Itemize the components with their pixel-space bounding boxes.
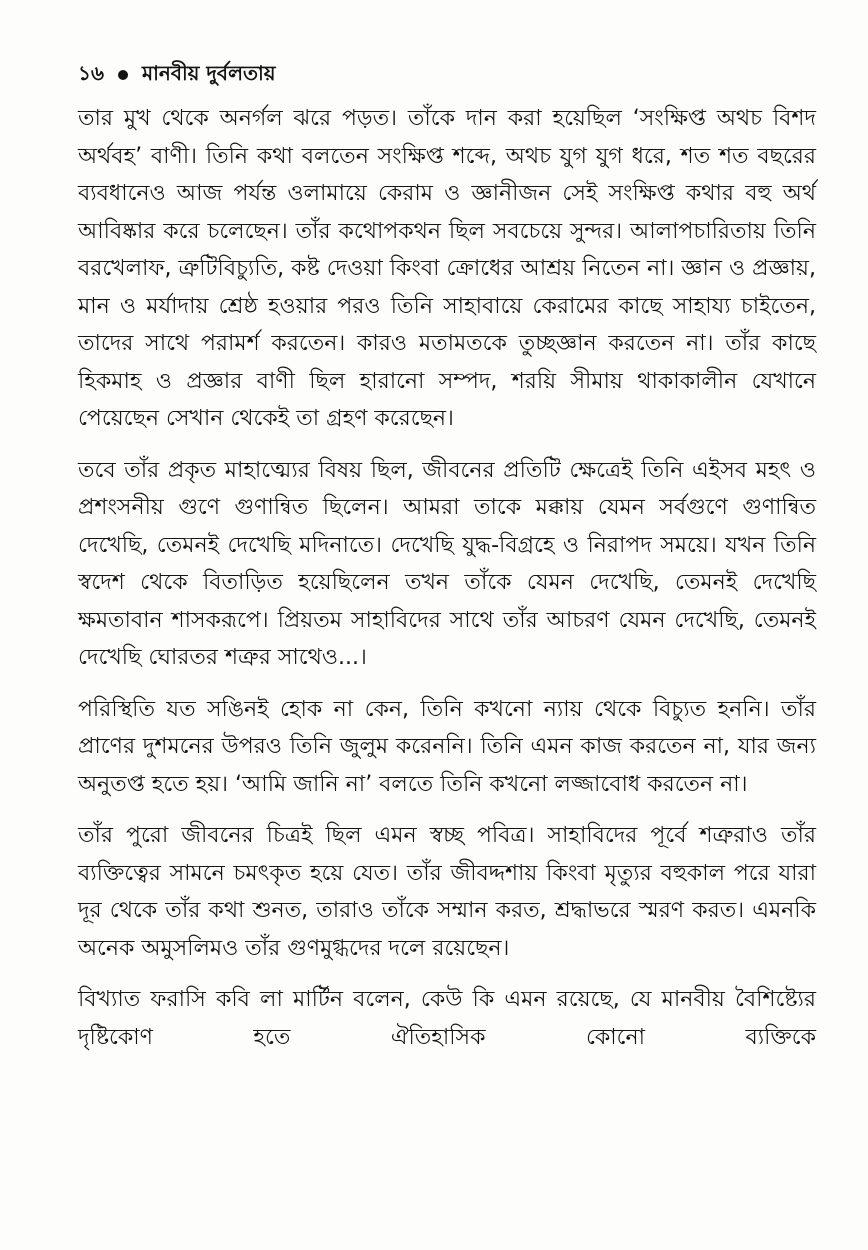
paragraph-1: তার মুখ থেকে অনর্গল ঝরে পড়ত। তাঁকে দান করা হয়েছিল ‘সংক্ষিপ্ত অথচ বিশদ অর্থবহ’ বাণী। তিনি কথা বলতেন সংক্ষিপ্ত শব্দে, অথচ যুগ যুগ ধরে, শত শত বছরের ব্যবধানেও আজ পর্যন্ত ওলামায়ে কেরাম ও জ্ঞানীজন সেই সংক্ষিপ্ত কথার বহু অর্থ আবিষ্কার করে চলেছেন। তাঁর কথোপকথন ছিল সবচেয়ে সুন্দর। আলাপচারিতায় তিনি বরখেলাফ, ত্রুটিবিচ্যুতি, কষ্ট দেওয়া কিংবা ক্রোধের আশ্রয় নিতেন না। জ্ঞান ও প্রজ্ঞায়, মান ও মর্যাদায় শ্রেষ্ঠ হওয়ার পরও তিনি সাহাবায়ে কেরামের কাছে সাহায্য চাইতেন, তাদের সাথে পরামর্শ করতেন। কারও মতামতকে তুচ্ছজ্ঞান করতেন না। তাঁর কাছে হিকমাহ ও প্রজ্ঞার বাণী ছিল হারানো সম্পদ, শরয়ি সীমায় থাকাকালীন যেখানে পেয়েছেন সেখান থেকেই তা গ্রহণ করেছেন। (78, 106, 816, 431)
body-text (78, 100, 816, 1056)
running-header (78, 58, 816, 92)
bullet-dot-icon (118, 70, 128, 80)
paragraph-5: বিখ্যাত ফরাসি কবি লা মার্টিন বলেন, কেউ কি এমন রয়েছে, যে মানবীয় বৈশিষ্ট্যের দৃষ্টিকোণ হতে ঐতিহাসিক কোনো ব্যক্তিকে (78, 987, 816, 1050)
running-title: মানবীয় দুর্বলতায় (141, 60, 276, 85)
paragraph-2: তবে তাঁর প্রকৃত মাহাত্ম্যের বিষয় ছিল, জীবনের প্রতিটি ক্ষেত্রেই তিনি এইসব মহৎ ও প্রশংসনীয় গুণে গুণান্বিত ছিলেন। আমরা তাকে মক্কায় যেমন সর্বগুণে গুণান্বিত দেখেছি, তেমনই দেখেছি মদিনাতে। দেখেছি যুদ্ধ-বিগ্রহে ও নিরাপদ সময়ে। যখন তিনি স্বদেশ থেকে বিতাড়িত হয়েছিলেন তখন তাঁকে যেমন দেখেছি, তেমনই দেখেছি ক্ষমতাবান শাসকরূপে। প্রিয়তম সাহাবিদের সাথে তাঁর আচরণ যেমন দেখেছি, তেমনই দেখেছি ঘোরতর শত্রুর সাথেও...। (78, 457, 816, 670)
paragraph-3: পরিস্থিতি যত সঙিনই হোক না কেন, তিনি কখনো ন্যায় থেকে বিচ্যুত হননি। তাঁর প্রাণের দুশমনের উপরও তিনি জুলুম করেননি। তিনি এমন কাজ করতেন না, যার জন্য অনুতপ্ত হতে হয়। ‘আমি জানি না’ বলতে তিনি কখনো লজ্জাবোধ করতেন না। (78, 696, 816, 797)
page-number: ১৬ (78, 60, 104, 85)
paragraph-4: তাঁর পুরো জীবনের চিত্রই ছিল এমন স্বচ্ছ পবিত্র। সাহাবিদের পূর্বে শত্রুরাও তাঁর ব্যক্তিত্বের সামনে চমৎকৃত হয়ে যেত। তাঁর জীবদ্দশায় কিংবা মৃত্যুর বহুকাল পরে যারা দূর থেকে তাঁর কথা শুনত, তারাও তাঁকে সম্মান করত, শ্রদ্ধাভরে স্মরণ করত। এমনকি অনেক অমুসলিমও তাঁর গুণমুগ্ধদের দলে রয়েছেন। (78, 823, 816, 961)
